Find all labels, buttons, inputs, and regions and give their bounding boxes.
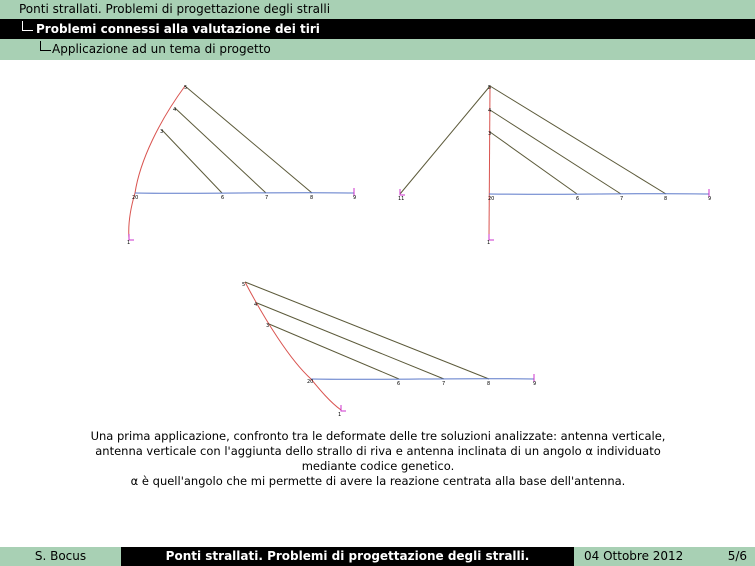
support-icon bbox=[400, 189, 405, 195]
deck-line bbox=[489, 194, 709, 195]
footer-title: Ponti strallati. Problemi di progettazione degli stralli. bbox=[121, 547, 574, 566]
node-label: 20 bbox=[488, 196, 495, 202]
cable-line bbox=[162, 130, 222, 193]
cable-line bbox=[175, 108, 266, 193]
cable-line bbox=[490, 86, 666, 194]
support-icon bbox=[341, 405, 346, 411]
section-title: Ponti strallati. Problemi di progettazione degli stralli bbox=[19, 2, 331, 16]
node-label: 9 bbox=[708, 196, 712, 202]
diagram-antenna-with-backstay bbox=[398, 85, 711, 246]
footer-date-page bbox=[574, 547, 755, 566]
node-label: 8 bbox=[487, 381, 491, 387]
node-label: 6 bbox=[397, 381, 401, 387]
subsection-title: Problemi connessi alla valutazione dei tiri bbox=[36, 22, 320, 36]
caption-line: mediante codice genetico. bbox=[301, 459, 455, 473]
node-label: 4 bbox=[173, 107, 177, 113]
footer-date: 04 Ottobre 2012 bbox=[584, 549, 684, 563]
node-label: 9 bbox=[353, 195, 357, 201]
caption-line: Una prima applicazione, confronto tra le deformate delle tre soluzioni analizzate: antenna verticale, bbox=[90, 429, 666, 443]
cable-line bbox=[490, 110, 621, 194]
diagram-vertical-antenna bbox=[127, 85, 356, 246]
diagram-inclined-antenna bbox=[242, 282, 536, 418]
node-label: 1 bbox=[127, 240, 131, 246]
header-subsubsection bbox=[0, 39, 755, 60]
deck-line bbox=[135, 193, 354, 194]
node-label: 8 bbox=[664, 196, 668, 202]
node-label: 20 bbox=[307, 379, 314, 385]
cable-line bbox=[269, 324, 399, 379]
node-label: 3 bbox=[266, 323, 270, 329]
node-label: 5 bbox=[488, 85, 492, 91]
header-section bbox=[0, 0, 755, 19]
node-label: 9 bbox=[533, 381, 537, 387]
tree-branch-icon bbox=[40, 41, 51, 51]
node-label: 3 bbox=[488, 131, 492, 137]
node-label: 1 bbox=[338, 412, 342, 418]
bridge-deformation-diagrams bbox=[0, 60, 755, 430]
node-label: 5 bbox=[184, 85, 188, 91]
node-label: 7 bbox=[442, 381, 446, 387]
node-label: 4 bbox=[254, 302, 258, 308]
backstay-cable bbox=[400, 86, 490, 194]
cable-line bbox=[490, 132, 577, 194]
subsubsection-title: Applicazione ad un tema di progetto bbox=[52, 42, 271, 56]
node-label: 20 bbox=[132, 195, 139, 201]
node-label: 6 bbox=[221, 195, 225, 201]
node-label: 7 bbox=[265, 195, 269, 201]
deck-line bbox=[311, 379, 534, 380]
node-label: 4 bbox=[488, 108, 492, 114]
node-label: 6 bbox=[576, 196, 580, 202]
node-label: 8 bbox=[310, 195, 314, 201]
page-number: 5/6 bbox=[727, 549, 747, 563]
node-label: 5 bbox=[242, 282, 246, 288]
caption-line: antenna verticale con l'aggiunta dello strallo di riva e antenna inclinata di un angolo α individuato bbox=[95, 444, 661, 458]
caption-line: α è quell'angolo che mi permette di avere la reazione centrata alla base dell'antenna. bbox=[130, 474, 626, 488]
cable-line bbox=[245, 282, 489, 379]
tree-branch-icon bbox=[22, 21, 33, 31]
figure-caption bbox=[60, 429, 696, 489]
node-label: 3 bbox=[160, 129, 164, 135]
node-label: 7 bbox=[620, 196, 624, 202]
node-label: 1 bbox=[487, 240, 491, 246]
footer-author: S. Bocus bbox=[0, 547, 121, 566]
cable-line bbox=[257, 303, 444, 379]
header-subsection bbox=[0, 19, 755, 39]
node-label: 11 bbox=[398, 196, 405, 202]
